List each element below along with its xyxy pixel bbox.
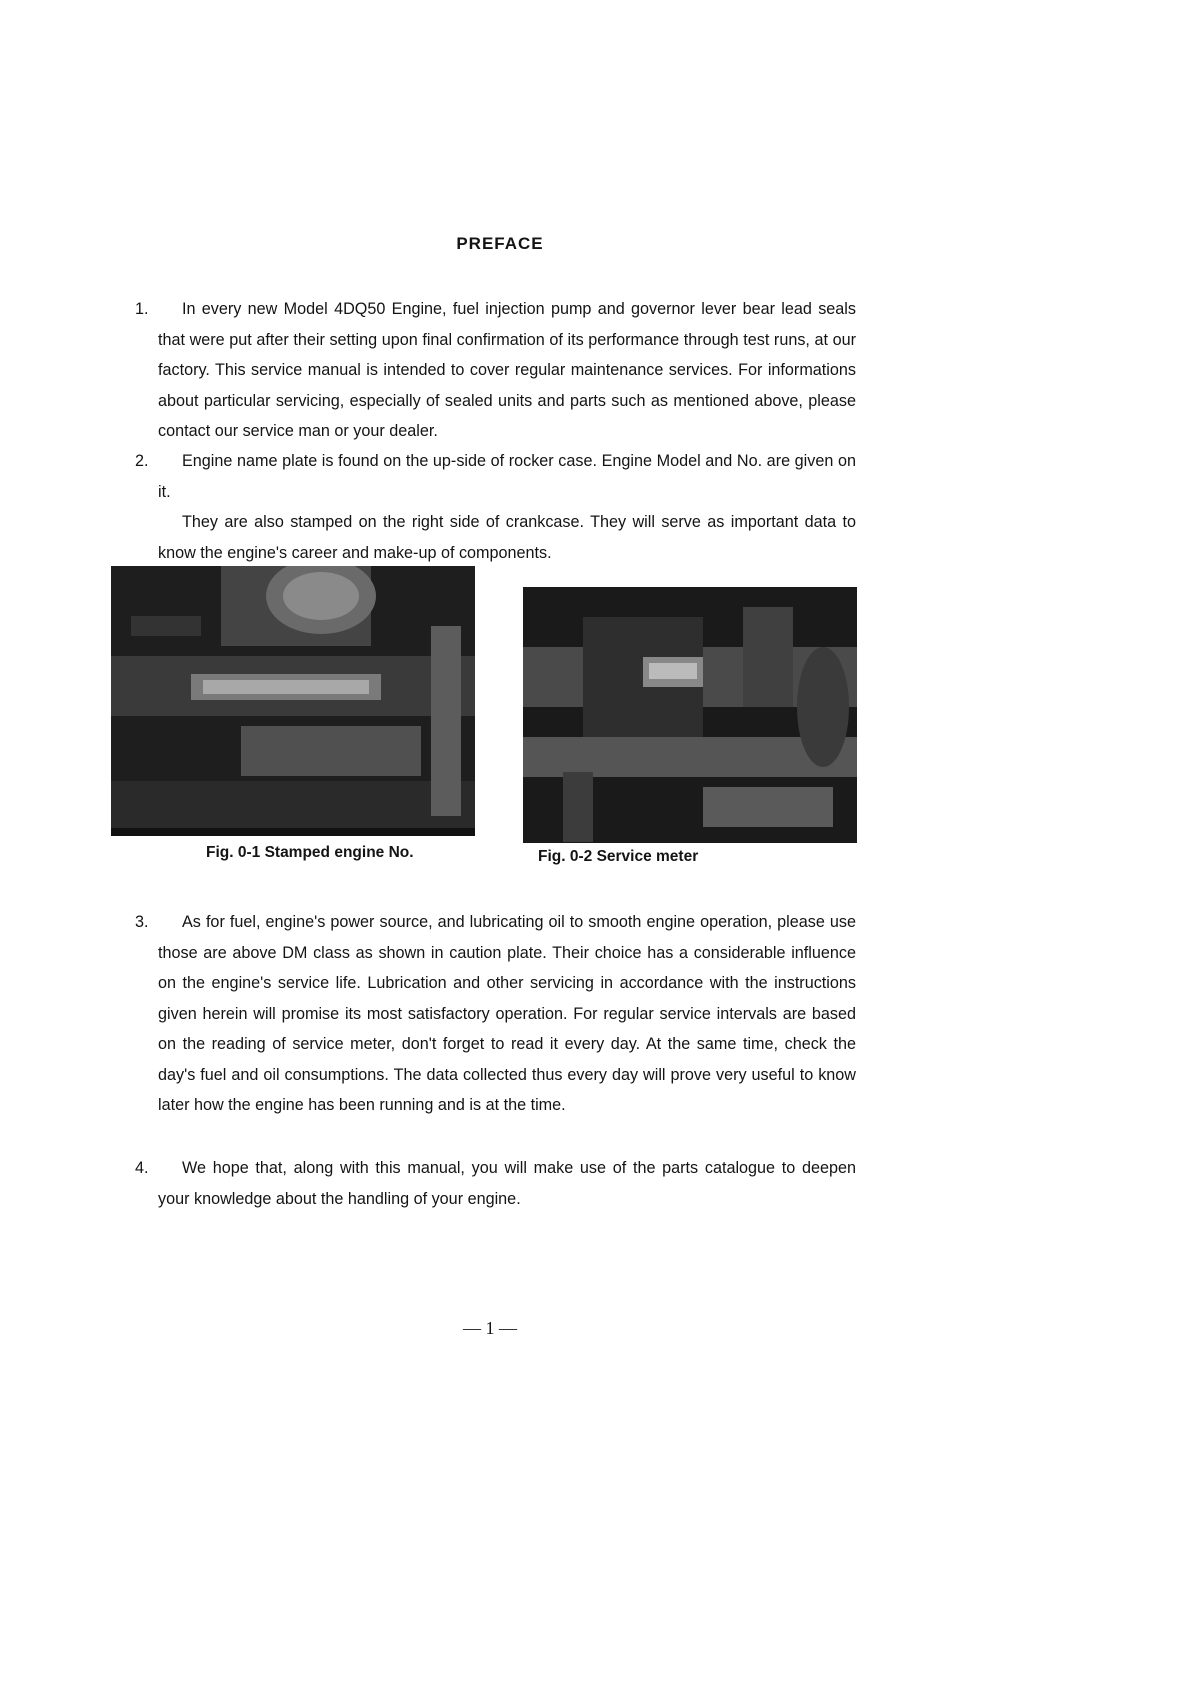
- preface-item-3: [135, 907, 856, 1121]
- page-number: — 1 —: [463, 1318, 517, 1338]
- preface-item-2: [135, 446, 856, 568]
- service-meter-photo: [523, 587, 857, 843]
- figure-caption: Fig. 0-2 Service meter: [538, 848, 699, 865]
- preface-item-1: [135, 294, 856, 447]
- item-number: 4.: [135, 1159, 149, 1177]
- page-title: PREFACE: [456, 234, 544, 253]
- engine-number-photo: [111, 566, 475, 836]
- figure-caption: Fig. 0-1 Stamped engine No.: [206, 844, 414, 861]
- item-text: Engine name plate is found on the up-side of rocker case. Engine Model and No. are given on it.: [158, 452, 856, 501]
- item-number: 3.: [135, 913, 149, 931]
- item-text: In every new Model 4DQ50 Engine, fuel injection pump and governor lever bear lead seals that were put after their setting upon final confirmation of its performance through test runs, at our factory. This service manual is intended to cover regular maintenance services. For informations about particular servicing, especially of sealed units and parts such as mentioned above, please contact our service man or your dealer.: [158, 300, 856, 440]
- item-number: 1.: [135, 300, 149, 318]
- item-text: We hope that, along with this manual, you will make use of the parts catalogue to deepen your knowledge about the handling of your engine.: [158, 1159, 856, 1208]
- item-text: As for fuel, engine's power source, and lubricating oil to smooth engine operation, please use those are above DM class as shown in caution plate. Their choice has a considerable influence on the engine's service life. Lubrication and other servicing in accordance with the instructions given herein will promise its most satisfactory operation. For regular service intervals are based on the reading of service meter, don't forget to read it every day. At the same time, check the day's fuel and oil consumptions. The data collected thus every day will prove very useful to know later how the engine has been running and is at the time.: [158, 913, 856, 1114]
- preface-item-4: [135, 1153, 856, 1214]
- item-number: 2.: [135, 452, 149, 470]
- item-continuation: They are also stamped on the right side of crankcase. They will serve as important data to know the engine's career and make-up of components.: [158, 513, 856, 562]
